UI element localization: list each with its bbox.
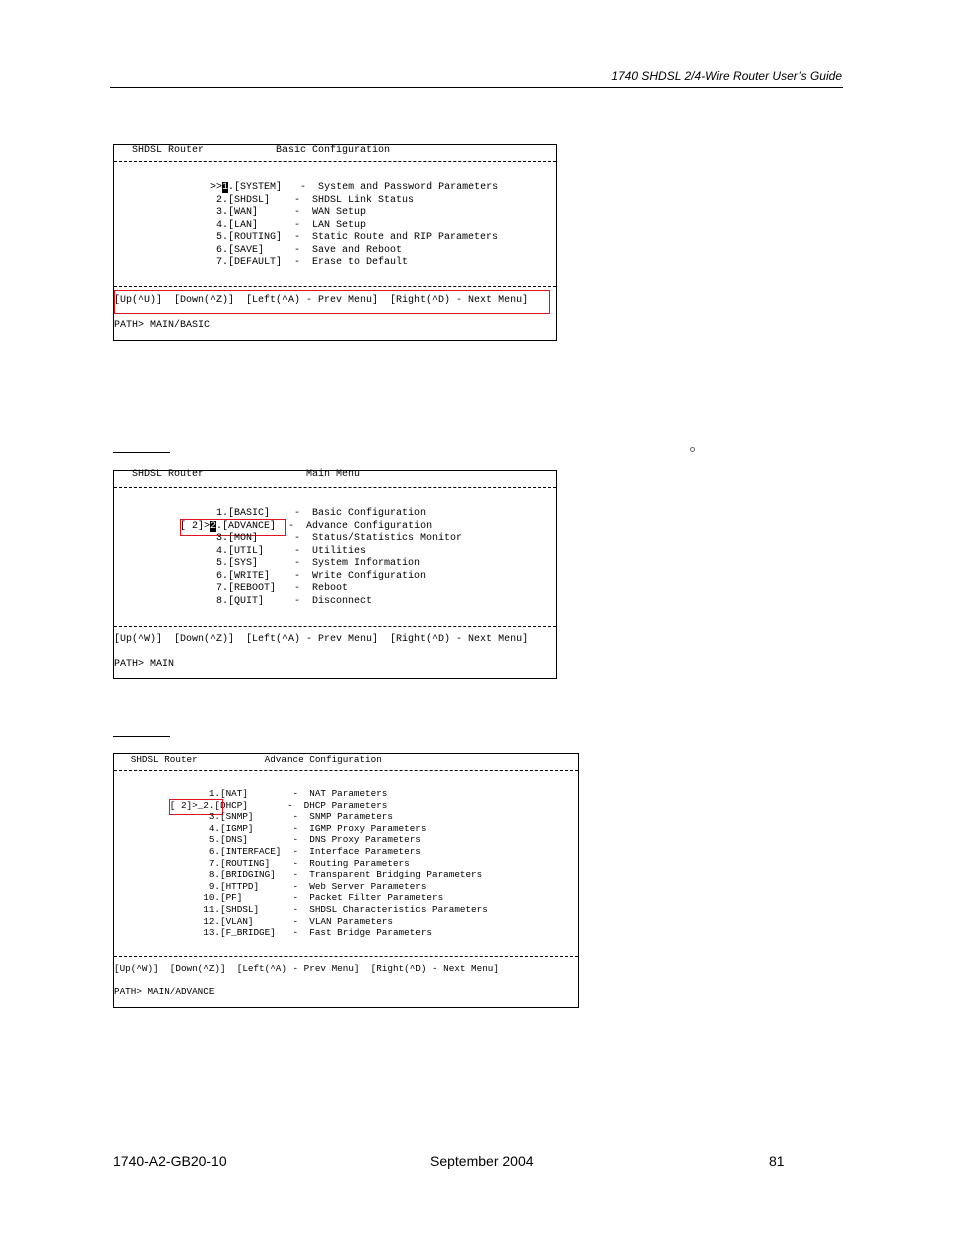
path-line: PATH> MAIN/BASIC xyxy=(114,320,211,331)
terminal-divider xyxy=(114,626,556,627)
menu-item-routing[interactable]: 7.[ROUTING] - Routing Parameters xyxy=(114,857,410,869)
terminal-divider xyxy=(114,487,556,488)
nav-key-bar: [Up(^W)] [Down(^Z)] [Left(^A) - Prev Menu] [Right(^D) - Next Menu] xyxy=(114,963,499,974)
small-dot xyxy=(690,447,695,452)
menu-item-nat[interactable]: 1.[NAT] - NAT Parameters xyxy=(114,788,388,799)
menu-item-snmp[interactable]: 3.[SNMP] - SNMP Parameters xyxy=(114,811,393,823)
menu-item-vlan[interactable]: 12.[VLAN] - VLAN Parameters xyxy=(114,915,393,927)
menu-item-default[interactable]: 7.[DEFAULT] - Erase to Default xyxy=(114,257,409,268)
menu-item-mon[interactable]: 3.[MON] - Status/Statistics Monitor xyxy=(114,533,463,544)
path-line: PATH> MAIN xyxy=(114,659,175,670)
terminal-title-line: SHDSL Router Basic Configuration xyxy=(114,145,391,156)
nav-key-bar: [Up(^W)] [Down(^Z)] [Left(^A) - Prev Menu] [Right(^D) - Next Menu] xyxy=(114,634,529,645)
footer-doc-number: 1740-A2-GB20-10 xyxy=(113,1153,227,1169)
menu-item-routing[interactable]: 5.[ROUTING] - Static Route and RIP Parameters xyxy=(114,232,499,243)
menu-cursor: 1 xyxy=(222,182,229,193)
menu-item-pf[interactable]: 10.[PF] - Packet Filter Parameters xyxy=(114,892,444,904)
path-line: PATH> MAIN/ADVANCE xyxy=(114,986,215,997)
short-rule xyxy=(113,736,170,737)
menu-item-dns[interactable]: 5.[DNS] - DNS Proxy Parameters xyxy=(114,834,421,846)
terminal-title-line: SHDSL Router Advance Configuration xyxy=(114,754,382,765)
menu-item-shdsl[interactable]: 11.[SHDSL] - SHDSL Characteristics Parameters xyxy=(114,904,488,915)
menu-item-igmp[interactable]: 4.[IGMP] - IGMP Proxy Parameters xyxy=(114,822,427,834)
menu-item-basic[interactable]: 1.[BASIC] - Basic Configuration xyxy=(114,508,427,519)
terminal-divider xyxy=(114,956,578,957)
menu-item-httpd[interactable]: 9.[HTTPD] - Web Server Parameters xyxy=(114,880,427,892)
menu-item-shdsl[interactable]: 2.[SHDSL] - SHDSL Link Status xyxy=(114,194,415,206)
menu-prefix: >> xyxy=(114,182,223,193)
terminal-screen-advance-configuration xyxy=(113,753,579,1008)
nav-key-bar-highlight xyxy=(114,290,550,314)
terminal-divider xyxy=(114,770,578,771)
menu-item-system[interactable] xyxy=(114,182,498,195)
footer-date: September 2004 xyxy=(430,1153,534,1169)
menu-item-util[interactable]: 4.[UTIL] - Utilities xyxy=(114,545,367,557)
menu-item-sys[interactable]: 5.[SYS] - System Information xyxy=(114,558,421,569)
terminal-screen-basic-configuration xyxy=(113,144,557,341)
nav-key-bar: [Up(^U)] [Down(^Z)] [Left(^A) - Prev Menu] [Right(^D) - Next Menu] xyxy=(114,295,529,306)
header-rule xyxy=(110,87,843,88)
terminal-screen-main-menu xyxy=(113,470,557,679)
terminal-divider xyxy=(114,286,556,287)
page-header-title: 1740 SHDSL 2/4-Wire Router User’s Guide xyxy=(611,69,842,83)
menu-cursor: 2 xyxy=(210,520,217,532)
terminal-divider xyxy=(114,161,556,162)
menu-item-label: .[SYSTEM] - System and Password Parameters xyxy=(228,182,499,193)
menu-item-label: .[ADVANCE] - Advance Configuration xyxy=(216,520,433,532)
menu-item-lan[interactable]: 4.[LAN] - LAN Setup xyxy=(114,219,367,231)
terminal-title-line: SHDSL Router Main Menu xyxy=(114,469,361,480)
footer-page-number: 81 xyxy=(769,1153,785,1169)
menu-item-save[interactable]: 6.[SAVE] - Save and Reboot xyxy=(114,244,403,256)
menu-item-quit[interactable]: 8.[QUIT] - Disconnect xyxy=(114,595,373,607)
short-rule xyxy=(113,452,170,453)
menu-item-bridging[interactable]: 8.[BRIDGING] - Transparent Bridging Parameters xyxy=(114,869,483,881)
menu-item-write[interactable]: 6.[WRITE] - Write Configuration xyxy=(114,570,427,582)
menu-item-reboot[interactable]: 7.[REBOOT] - Reboot xyxy=(114,583,349,594)
menu-prefix: [ 2]> xyxy=(114,520,211,532)
menu-item-interface[interactable]: 6.[INTERFACE] - Interface Parameters xyxy=(114,846,421,857)
menu-item-f-bridge[interactable]: 13.[F_BRIDGE] - Fast Bridge Parameters xyxy=(114,927,433,939)
menu-item-dhcp[interactable]: [ 2]>_2.[DHCP] - DHCP Parameters xyxy=(114,799,388,811)
menu-item-wan[interactable]: 3.[WAN] - WAN Setup xyxy=(114,207,367,218)
